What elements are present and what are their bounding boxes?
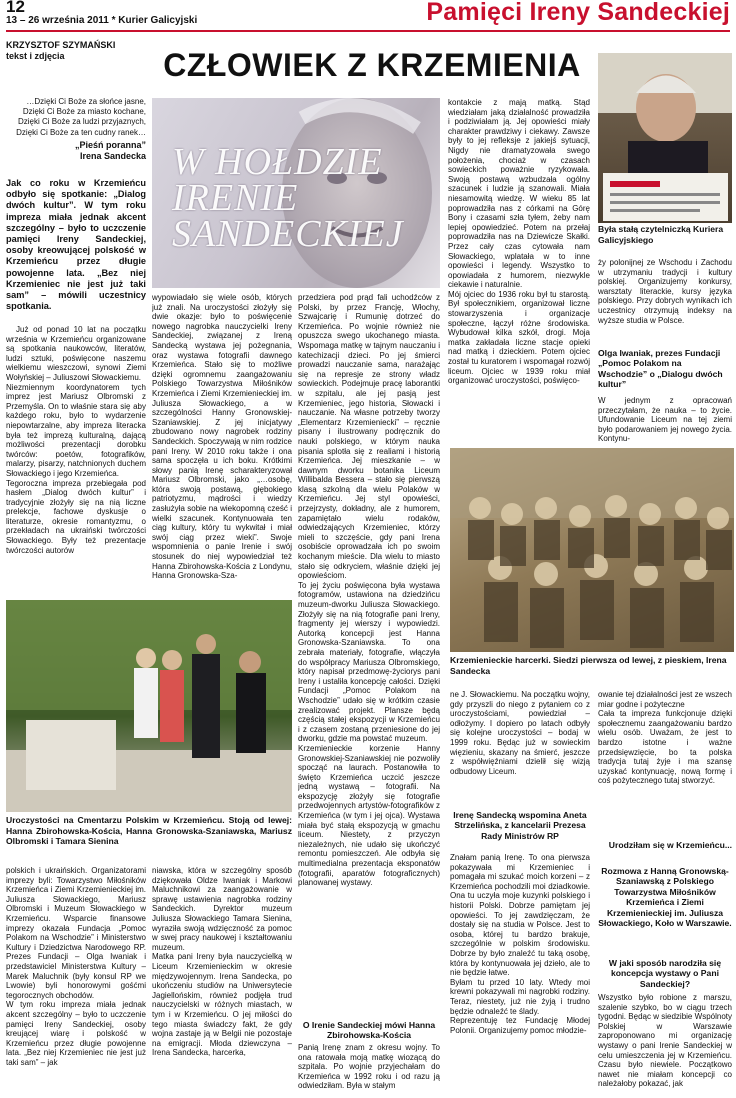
tribute-photo — [152, 98, 440, 288]
col5-after: W jednym z opracowań przeczytałam, że nauka – to życie. Ufundowanie Liceum na tej ziemi było podarowaniem jej nowego życia. Kontynu- — [598, 396, 732, 444]
col1-text: Już od ponad 10 lat na początku września w Krzemieńcu organizowane są spotkania naukowców, literatów, ludzi sztuki, poświęcone naszemu wielkiemu wieszczowi, synowi Ziemi Wołyńskiej – Juliuszowi Słowackiemu. Niezmiennym koordynatorem tych imprez jest Mariusz Olbromski z Przemyśla. On to właśnie stara się aby każdego roku, było to wydarzenie niepowtarzalne, aby impreza literacka była też imprezą kulturalną, dającą możliwości prezentacji dorobku twórców: poetów, fotografików, malarzy, pisarzy, natchnionych duchem Słowackiego i jego Krzemieńca. Tegoroczna impreza przebiegała pod hasłem „Dialog dwóch kultur” i tradycyjnie złożyły się na nią liczne prelekcje, fachowe dyskusje o literaturze, okresie romantyzmu, o przekładach na ukraiński twórczości Słowackiego. Były też prezentacje twórczości autorów — [6, 325, 146, 555]
lower-col2-text: niawska, która w szczególny sposób dziękowała Oldze Iwaniak i Markowi Maluchnikowi za zaangażowanie w sprawę ustawienia nagrobka rodziny Sandeckich. Dyrektor muzeum Juliusza Słowackiego Tamara Sienina, wyraziła swoją wdzięczność za pomoc w swej pracy naukowej i kształtowaniu muzeum. Matka pani Ireny była nauczycielką w Liceum Krzemienieckim w okresie międzywojennym. Irena Sandecka, po ukończeniu studiów na Uniwersytecie Jagiellońskim, również podjęła trud nauczycielski w różnych miastach, w tym i w Krzemieńcu. O jej miłości do tego miasta świadczy fakt, że gdy wojna zastaje ją w Belgii nie pozostaje na emigracji. Młoda dziewczyna – Irena Sandecka, harcerka, — [152, 866, 292, 1058]
scouts-photo-art — [450, 448, 734, 652]
epigraph-source: „Pieśń poranna” Irena Sandecka — [74, 140, 146, 161]
col3-text: przedziera pod prąd fali uchodźców z Polski, by przez Francję, Włochy, Szwajcarię i Rumunię dotrzeć do Krzemieńca. Po wojnie również nie opuszcza swego ukochanego miasta. Wspomaga matkę w tajnym nauczaniu i katechizacji dzieci. Po jej śmierci prowadzi nauczanie sama, narażając się na represje ze strony władz sowieckich. Podejmuje pracę laborantki w szpitalu, ale jej pasją jest Krzemieniec, jego historia, Słowacki i nauczanie. Na własne potrzeby tworzy „Elementarz Krzemieniecki” – ręcznie pisany i ilustrowany podręcznik do nauki polskiego, w którym nauka pisania splotła się z realiami i historią Krzemieńca. Jej mieszkanie – w dawnym dworku botanika Liceum Willibalda Bessera – stało się pierwszą klasą szkolną dla wielu Polaków w Krzemieńcu. Jej styl opowieści, przejrzysty, dokładny, ale z humorem, zapamiętało wielu rodaków, odwiedzających Krzemieniec, którzy mieli to szczęście, gdy pani Irena osobiście oprowadzała ich po swoim kochanym mieście. Dla wielu to miasto stało się odkryciem, właśnie dzięki jej opowieściom. To jej życiu poświęcona była wystawa fotogramów, ustawiona na dziedzińcu muzeum-dworku Juliusza Słowackiego. Złożyły się na nią fotografie pani Ireny, fragmenty jej wierszy i wypowiedzi. Autorką koncepcji jest Hanna Gronowska-Szaniawska. To ona zebrała materiały, fotografie, włączyła do współpracy Mariusza Olbromskiego, który napisał przedmowę-życiorys pani Ireny i ustaliła koncepcję całości. Dzięki Fundacji „Pomoc Polakom na Wschodzie” udało się w krótkim czasie zrealizować projekt. Plansze będą częścią stałej ekspozycji w Krzemieńcu i z czasem zostaną przeniesione do jej dworku, gdzie ma powstać muzeum. Krzemienieckie korzenie Hanny Gronowskiej-Szaniawskiej nie pozwoliły spocząć na laurach. Postanowiła to święto Krzemieńca uczcić jeszcze jedną wystawą – fotografii. Na ekspozycję złożyły się fotografie przedwojennych artystów-fotografików z Krzemieńca (w tym i jej ojca). Wystawa miała być stałą ekspozycją w gmachu liceum. Niestety, z przyczyn niezależnych, nie udało się ukończyć remontu pomieszczeń. Ale odbyła się multimedialna prezentacja eksponatów (fotografii, aparatów fotograficznych) planowanej wystawy. — [298, 293, 440, 888]
scouts-photo — [450, 448, 734, 652]
section-title: Pamięci Ireny Sandeckiej — [426, 0, 730, 26]
col5-text: ży polonijnej ze Wschodu i Zachodu w utrzymaniu tradycji i kultury polskiej. Organizujemy konkursy, warsztaty literackie, kursy języka polskiego. Przy dobrych wynikach ich uczestnicy otrzymują indeksy na wyższe studia w Polsce. — [598, 258, 732, 325]
byline: KRZYSZTOF SZYMAŃSKI tekst i zdjęcia — [6, 40, 116, 61]
article-title: CZŁOWIEK Z KRZEMIENIA — [163, 47, 581, 83]
page-number: 12 — [6, 0, 25, 16]
tribute-overlay-text: W HOŁDZIE IRENIE SANDECKIEJ — [172, 141, 404, 255]
lower-col5-sign: Urodziłam się w Krzemieńcu... — [608, 840, 732, 850]
col3-after: Panią Irenę znam z okresu wojny. To ona ratowała moją matkę wiozącą do szpitala. Po wojnie przyjechałam do Krzemieńca w 1992 roku i od razu ją odwiedziłam. Była w stałym — [298, 1043, 440, 1091]
cemetery-photo — [6, 600, 292, 812]
cemetery-photo-caption: Uroczystości na Cmentarzu Polskim w Krzemieńcu. Stoją od lewej: Hanna Zbirohowska-Kościa, Hanna Gronowska-Szaniawska, Mariusz Olbromski i Tamara Sienina — [6, 815, 292, 847]
date-line: 13 – 26 września 2011 * Kurier Galicyjski — [6, 15, 198, 26]
reader-photo-art — [598, 53, 732, 223]
lower-col5-heading: Rozmowa z Hanną Gronowską-Szaniawską z Polskiego Towarzystwa Miłośników Krzemieńca i Ziemi Krzemienieckiej im. Juliusza Słowackiego, Koło w Warszawie. — [598, 866, 732, 929]
scouts-photo-caption: Krzemienieckie harcerki. Siedzi pierwsza od lewej, z pieskiem, Irena Sandecka — [450, 655, 727, 676]
reader-photo-caption: Była stałą czytelniczką Kuriera Galicyjskiego — [598, 224, 724, 245]
col3-heading: O Irenie Sandeckiej mówi Hanna Zbirohowska-Kościa — [302, 1020, 436, 1041]
epigraph: …Dzięki Ci Boże za słońce jasne, Dzięki Ci Boże za miasto kochane, Dzięki Ci Boże za ludzi przyjaznych, Dzięki Ci Boże za ten cudny ranek… — [16, 97, 146, 137]
col4-text: kontakcie z mają matką. Stąd wiedziałam jaką działalność prowadziła i podziwiałam ją. Jej opowieści miały charakter prawdziwy i ciekawy. Zawsze były to jej refleksje z jakiejś sytuacji, Nigdy nie dramatyzowała swego położenia, chociaż w czasach sowieckich poważnie ryzykowała. Swoją postawą wzbudzała ogólny szacunek i ludzie ją szanowali. Miała niesamowitą wiedzę. W wieku 85 lat poprowadziła nas z córkami na Górę Bony i czasami szła tyłem, żeby nam lepiej opowiedzieć. Potem na przełaj poprowadziła nas na Dziewicze Skałki. Przez cały czas cytowała nam Słowackiego, wplatała w to inne opowieści i legendy. Wszystko to opowiadała z humorem, niezwykle ciekawie i naturalnie. Mój ojciec do 1936 roku był tu starostą. Był społecznikiem, organizował liczne stowarzyszenia i organizacje społeczne, łączył różne środowiska. Wybudował kilka szkół, drogi. Moja matka zakładała liczne stacje opieki nad matką i dzieckiem. Potem ojciec został tu kuratorem i wspomagał rozwój liceum. Ojciec w 1939 roku miał organizować uroczystości, poświęco- — [448, 98, 590, 386]
cemetery-photo-art — [6, 600, 292, 812]
lower-col4-after: Znałam panią Irenę. To ona pierwsza pokazywała mi Krzemieniec i pomagała mi szukać moich korzeni – z Krzemieńca pochodzili moi dziadkowie. Ona tu uczyła moje kuzynki polskiego i historii Polski. Dobrze pamiętam jej opowieści. To jej zawdzięczam, że dostały się na studia w Polsce. Jest to osoba, której tu bardzo brakuje, szczególnie w polskim środowisku. Dobrze by było znaleźć tu taką osobę, która by kontynuowała jej dzieło, ale to nie będzie łatwe. Byłam tu przed 10 laty. Wtedy moi krewni pokazywali mi nagrobki rodziny. Teraz, niestety, już nie żyją i trudno będzie odnaleźć te ślady. Reprezentuję tez Fundację Młodej Polonii. Organizujemy pomoc młodzie- — [450, 853, 590, 1035]
col2-text: wypowiadało się wiele osób, których już znali. Na uroczystości złożyły się dwie okazje: było to poświęcenie nowego nagrobka nauczycielki Ireny Sandeckiej, związanej z Ireną Sandecką wystawa jej pożegnania, oraz wystawa fotografii dawnego Krzemieńca. Stało się to możliwe dzięki ogromnemu zaangażowaniu Polskiego Towarzystwa Miłośników Krzemieńca i Ziemi Krzemienieckiej im. Juliusza Słowackiego, a w szczególności Hanny Gronowskiej-Szaniawskiej. Z jej inicjatywy zbudowano nowy nagrobek rodziny Sandeckich. Spoczywają w nim rodzice pani Ireny. W 2010 roku także i ona sama spoczęła u ich boku. Krótkimi słowy panią Irenę scharakteryzował Mariusz Olbromski, jako „…osobę, która swoją postawą, głębokiego patriotyzmu, mądrości i wiedzy zasłużyła sobie na wiekopomną cześć i wielki szacunek. Kontynuowała ten ciąg kultury, który tu wykwitał i miał swój ciąg przez wieki”. Swoje wspomnienia o panie Irenie i swój stosunek do niej wypowiedział też Hanna Zbirohowska-Kościa z Londynu, Hanna Gronowska-Sza- — [152, 293, 292, 581]
lead-paragraph: Jak co roku w Krzemieńcu odbyło się spotkanie: „Dialog dwóch kultur”. W tym roku impreza miała jednak akcent szczególny – było to uczczenie pamięci Ireny Sandeckiej, osoby kreowującej polskość w Krzemieńcu przez długie powojenne lata. „Bez niej Krzemieniec nie jest już taki sam” – mówili uczestnicy spotkania. — [6, 178, 146, 312]
lower-col4-text: ne J. Słowackiemu. Na początku wojny, gdy przyszli do niego z pytaniem co z uroczystościami, powiedział – odłożymy. I dopiero po latach odbyły się kolejne uroczystości – bodaj w 1999 roku. Będąc już w sowieckim więzieniu, skazany na śmierć, jeszcze z współwięźniami dzielił się wizją odbudowy Liceum. — [450, 690, 590, 776]
lower-col5-text: owanie tej działalności jest ze wszech miar godne i pożyteczne Cała ta impreza funkcjonuje dzięki społecznemu zaangażowaniu bardzo wielu osób. Uważam, że jest to bardzo istotne i ważne przedsięwzięcie, bo ta polska tradycja tutaj żyje i ma szansę uzyskać kontynuację, nową formę i coś pożytecznego tutaj stworzyć. — [598, 690, 732, 786]
reader-photo — [598, 53, 732, 223]
lower-col5-after: Wszystko było robione z marszu, szalenie szybko, bo w ciągu trzech tygodni. Będąc w siedzibie Wspólnoty Polskiej w Warszawie zaproponowano mi organizację wystawy o pani Irenie Sandeckiej w celu umieszczenia jej w Krzemieńcu. Czasu było niewiele. Początkowo nawet nie miałam koncepcji co należałoby pokazać, jak — [598, 993, 732, 1089]
lower-col1-text: polskich i ukraińskich. Organizatorami imprezy byli: Towarzystwo Miłośników Krzemieńca i Ziemi Krzemienieckiej im. Juliusza Słowackiego, Mariusz Olbromski i Muzeum Słowackiego w Krzemieńcu. Wsparcie finansowe imprezy okazała Fundacja „Pomoc Polakom na Wschodzie” i Ministerstwo Kultury i Dziedzictwa Narodowego RP. Prezes Fundacji – Olga Iwaniak i przedstawiciel Ministerstwa Kultury – Marek Maluchnik (były konsul RP we Lwowie) byli honorowymi gośćmi tegorocznych obchodów. W tym roku impreza miała jednak akcent szczególny – było to uczczenie pamięci Ireny Sandeckiej, osoby kreującej wiarę i polskość w Krzemieńcu przez długie powojenne lata. „Bez niej Krzemieniec nie jest już taki sam” – jak — [6, 866, 146, 1067]
lower-col5-question: W jaki sposób narodziła się koncepcja wystawy o Pani Sandeckiej? — [608, 958, 722, 989]
lower-col4-heading: Irenę Sandecką wspomina Aneta Strzelińska, z kancelarii Prezesa Rady Ministrów RP — [453, 810, 587, 841]
header-rule — [6, 30, 730, 32]
col5-heading: Olga Iwaniak, prezes Fundacji „Pomoc Polakom na Wschodzie” o „Dialogu dwóch kultur” — [598, 348, 723, 390]
